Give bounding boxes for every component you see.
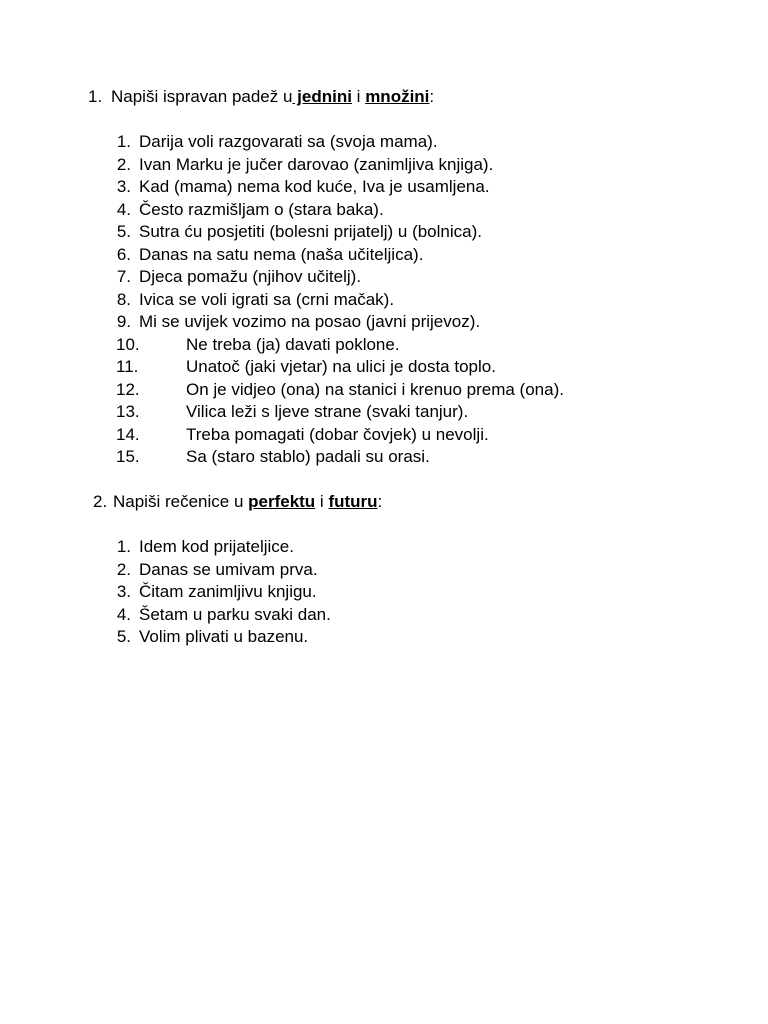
item-text: Darija voli razgovarati sa (svoja mama). — [139, 132, 438, 151]
item-text: Idem kod prijateljice. — [139, 537, 294, 556]
section-1-suffix: : — [429, 87, 435, 106]
section-1-prefix: Napiši ispravan padež u — [111, 87, 293, 106]
section-2-term-1: perfektu — [248, 492, 316, 511]
item-text: Danas se umivam prva. — [139, 559, 318, 579]
item-number: 1. — [116, 537, 131, 556]
section-2-number: 2. — [93, 492, 108, 511]
item-text: Danas na satu nema (naša učiteljica). — [139, 244, 424, 264]
item-text: Ivica se voli igrati sa (crni mačak). — [139, 289, 395, 309]
section-1-heading — [88, 86, 434, 108]
section-1-term-2: množini — [365, 87, 430, 106]
item-number: 5. — [116, 627, 131, 646]
item-number: 7. — [116, 267, 131, 286]
section-1-term-1: jednini — [292, 87, 352, 106]
item-number: 2. — [116, 559, 131, 579]
item-number: 14. — [116, 424, 140, 444]
item-number: 2. — [116, 154, 131, 174]
item-text: Ne treba (ja) davati poklone. — [186, 334, 400, 354]
item-text: On je vidjeo (ona) na stanici i krenuo prema (ona). — [186, 379, 564, 399]
item-number: 8. — [116, 289, 131, 309]
item-number: 4. — [116, 199, 131, 219]
item-text: Vilica leži s ljeve strane (svaki tanjur). — [186, 402, 469, 421]
item-text: Čitam zanimljivu knjigu. — [139, 582, 317, 601]
item-text: Volim plivati u bazenu. — [139, 627, 309, 646]
section-2-join: i — [315, 492, 329, 511]
item-number: 12. — [116, 379, 140, 399]
item-number: 15. — [116, 447, 140, 466]
item-number: 9. — [116, 312, 131, 331]
item-text: Sa (staro stablo) padali su orasi. — [186, 447, 430, 466]
item-number: 3. — [116, 177, 131, 196]
item-text: Djeca pomažu (njihov učitelj). — [139, 267, 362, 286]
item-number: 10. — [116, 334, 140, 354]
item-text: Treba pomagati (dobar čovjek) u nevolji. — [186, 424, 489, 444]
section-2-heading — [93, 491, 382, 513]
section-1-number: 1. — [88, 87, 103, 106]
item-text: Kad (mama) nema kod kuće, Iva je usamljena. — [139, 177, 490, 196]
item-text: Ivan Marku je jučer darovao (zanimljiva knjiga). — [139, 154, 494, 174]
item-number: 13. — [116, 402, 140, 421]
section-2-term-2: futuru — [328, 492, 378, 511]
item-number: 1. — [116, 132, 131, 151]
item-number: 5. — [116, 222, 131, 241]
item-text: Sutra ću posjetiti (bolesni prijatelj) u (bolnica). — [139, 222, 482, 241]
item-number: 3. — [116, 582, 131, 601]
item-text: Često razmišljam o (stara baka). — [139, 199, 384, 219]
item-number: 11. — [116, 357, 139, 376]
item-text: Šetam u parku svaki dan. — [139, 604, 331, 624]
item-number: 6. — [116, 244, 131, 264]
section-1-join: i — [351, 87, 366, 106]
item-text: Mi se uvijek vozimo na posao (javni prijevoz). — [139, 312, 481, 331]
section-2-suffix: : — [377, 492, 383, 511]
item-number: 4. — [116, 604, 131, 624]
section-2-prefix: Napiši rečenice u — [113, 492, 249, 511]
item-text: Unatoč (jaki vjetar) na ulici je dosta toplo. — [186, 357, 496, 376]
